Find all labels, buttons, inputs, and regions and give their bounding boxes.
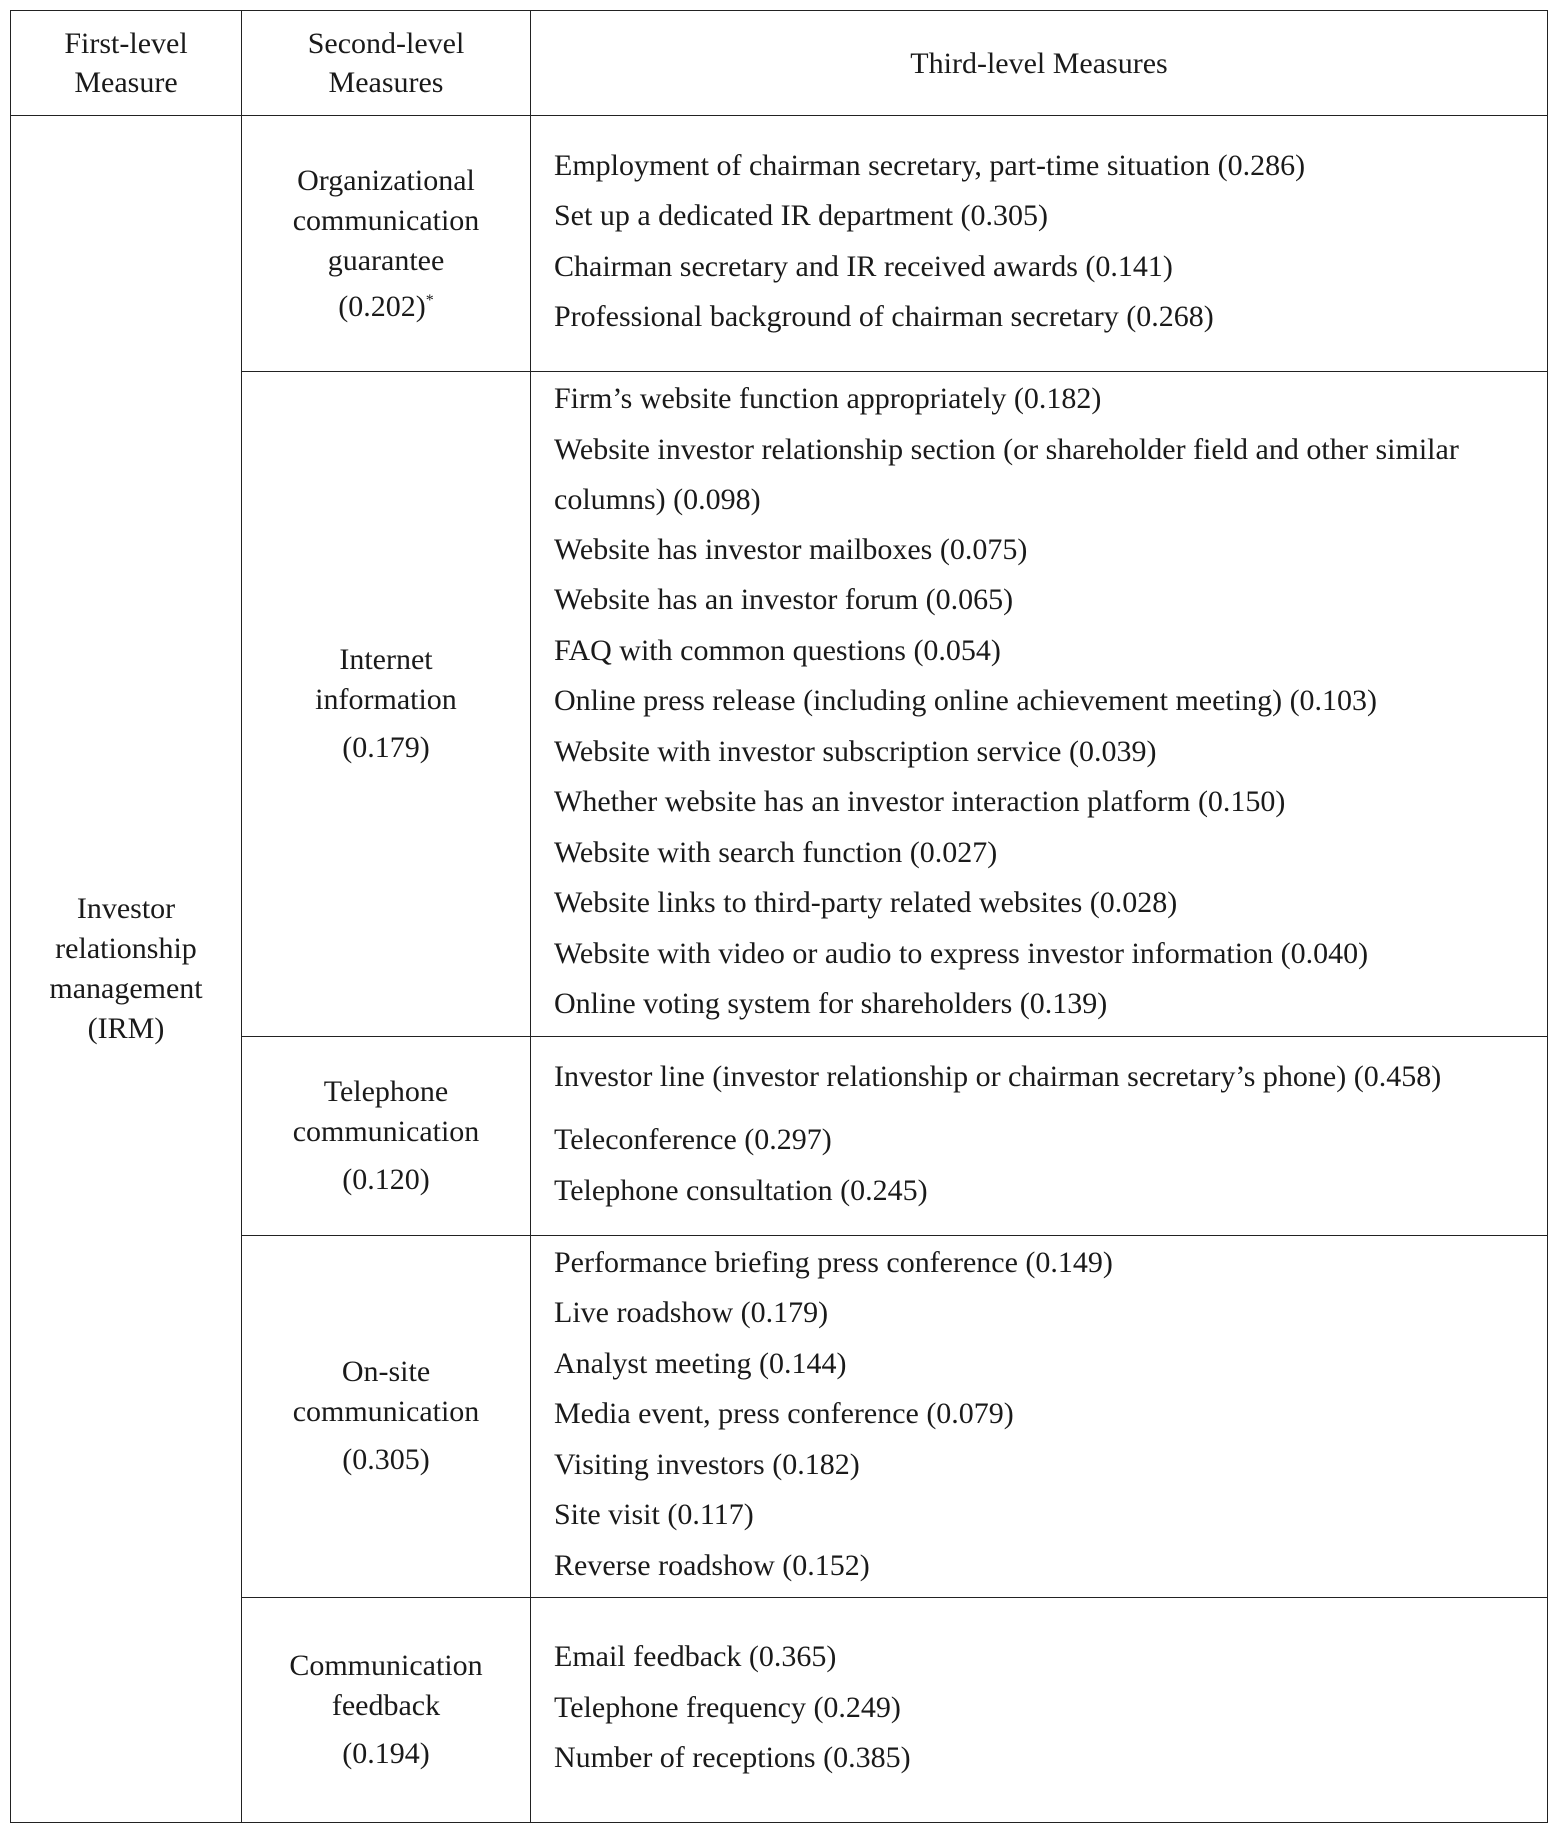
third-level-item: Analyst meeting (0.144) — [554, 1346, 847, 1380]
second-level-name-line: communication — [292, 203, 480, 237]
second-level-weight: (0.194) — [342, 1737, 430, 1770]
third-level-item: Reverse roadshow (0.152) — [554, 1548, 870, 1582]
second-level-cell — [242, 116, 531, 372]
third-level-cell — [531, 1036, 1548, 1235]
third-level-item: Website links to third-party related websites (0.028) — [554, 886, 1178, 919]
first-level-measure-cell — [11, 116, 242, 1823]
third-level-item: Website has an investor forum (0.065) — [554, 583, 1014, 616]
second-level-name-line: Organizational — [297, 163, 475, 197]
second-level-name-line: On-site — [341, 1355, 431, 1389]
third-level-item: Website with video or audio to express investor information (0.040) — [554, 936, 1369, 970]
third-level-item: Website with search function (0.027) — [554, 835, 998, 869]
second-level-name-line: Telephone — [323, 1074, 449, 1108]
third-level-item: Site visit (0.117) — [554, 1498, 754, 1531]
irm-measures-table — [10, 10, 1548, 1823]
second-level-weight: (0.305) — [342, 1443, 430, 1477]
third-level-item: Whether website has an investor interaction platform (0.150) — [554, 785, 1286, 818]
first-level-line: (IRM) — [87, 1012, 165, 1045]
second-level-cell — [242, 1598, 531, 1823]
third-level-item: Set up a dedicated IR department (0.305) — [554, 199, 1049, 232]
third-level-cell — [531, 1598, 1548, 1823]
footnote-mark: * — [425, 291, 434, 309]
second-level-cell — [242, 1235, 531, 1598]
first-level-line: management — [49, 972, 203, 1005]
measures-table-container — [10, 10, 1548, 1823]
third-level-item: Online voting system for shareholders (0.139) — [554, 987, 1108, 1020]
header-second-level-line: Second-level — [307, 27, 465, 60]
third-level-item: Media event, press conference (0.079) — [554, 1397, 1014, 1430]
second-level-name-line: information — [315, 682, 457, 716]
header-row — [11, 11, 1548, 116]
header-first-level — [11, 11, 242, 116]
second-level-name-line: communication — [292, 1114, 480, 1148]
third-level-item: Performance briefing press conference (0.149) — [554, 1245, 1113, 1279]
second-level-name-line: Communication — [289, 1649, 483, 1682]
third-level-item: Website has investor mailboxes (0.075) — [554, 532, 1028, 566]
group-row-organizational — [11, 116, 1548, 372]
second-level-name-line: feedback — [331, 1689, 441, 1722]
group-row-telephone — [11, 1036, 1548, 1235]
third-level-item: Visiting investors (0.182) — [554, 1447, 860, 1481]
third-level-item: FAQ with common questions (0.054) — [554, 633, 1001, 667]
third-level-item: Chairman secretary and IR received awards (0.141) — [554, 249, 1173, 283]
group-row-feedback — [11, 1598, 1548, 1823]
third-level-item: Website with investor subscription service (0.039) — [554, 734, 1157, 768]
third-level-item: Telephone frequency (0.249) — [554, 1690, 901, 1724]
third-level-item: Website investor relationship section (or shareholder field and other similar columns) (0.098) — [554, 432, 1459, 516]
second-level-name-line: communication — [292, 1395, 480, 1429]
third-level-item: Live roadshow (0.179) — [554, 1296, 829, 1329]
header-second-level-line: Measures — [328, 66, 444, 99]
header-second-level — [242, 11, 531, 116]
third-level-cell — [531, 372, 1548, 1037]
header-first-level-line: Measure — [74, 66, 178, 99]
first-level-line: relationship — [55, 932, 197, 965]
third-level-cell — [531, 1235, 1548, 1598]
header-third-level: Third-level Measures — [531, 11, 1548, 116]
third-level-item: Teleconference (0.297) — [554, 1123, 832, 1157]
third-level-item: Professional background of chairman secretary (0.268) — [554, 300, 1214, 333]
first-level-line: Investor — [76, 892, 176, 925]
third-level-item: Number of receptions (0.385) — [554, 1741, 911, 1775]
third-level-item: Online press release (including online achievement meeting) (0.103) — [554, 684, 1378, 717]
second-level-weight: (0.120) — [342, 1162, 430, 1196]
third-level-item: Email feedback (0.365) — [554, 1640, 837, 1674]
second-level-name-line: Internet — [339, 642, 433, 676]
header-first-level-line: First-level — [64, 27, 188, 60]
third-level-item: Investor line (investor relationship or chairman secretary’s phone) (0.458) — [554, 1059, 1442, 1093]
third-level-item: Employment of chairman secretary, part-time situation (0.286) — [554, 148, 1306, 182]
third-level-item: Telephone consultation (0.245) — [554, 1173, 928, 1207]
third-level-cell — [531, 116, 1548, 372]
second-level-name-line: guarantee — [327, 243, 445, 277]
third-level-item: Firm’s website function appropriately (0.182) — [554, 382, 1102, 415]
group-row-onsite — [11, 1235, 1548, 1598]
second-level-cell — [242, 1036, 531, 1235]
group-row-internet — [11, 372, 1548, 1037]
second-level-weight: (0.202) — [338, 289, 426, 323]
second-level-weight: (0.179) — [342, 730, 430, 764]
second-level-weight-line — [250, 281, 522, 327]
second-level-cell — [242, 372, 531, 1037]
